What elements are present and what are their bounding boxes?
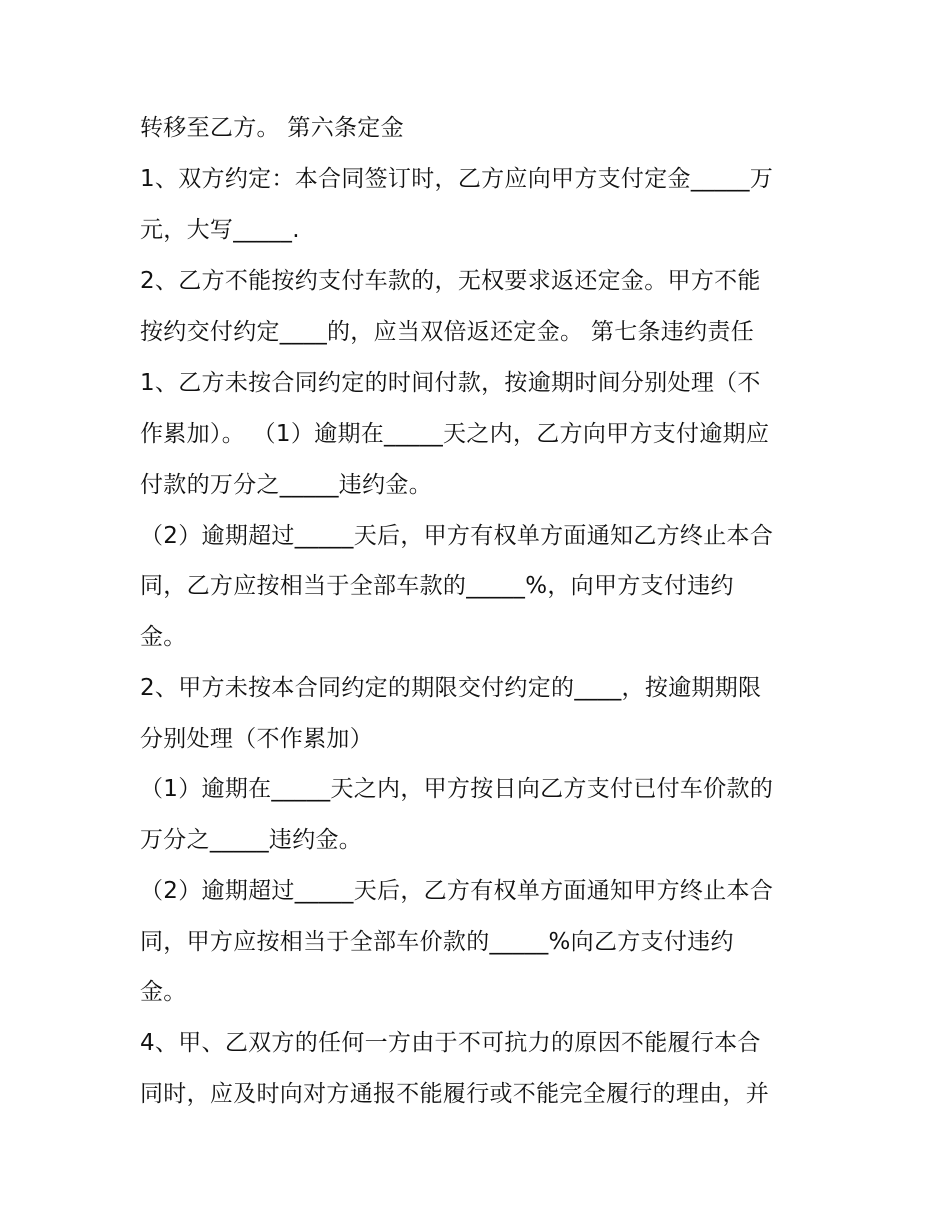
paragraph-line: 金。 [140, 979, 187, 1005]
paragraph-line: 付款的万分之_____违约金。 [140, 472, 432, 498]
paragraph-line: 金。 [140, 624, 187, 650]
paragraph-line: （2）逾期超过_____天后，甲方有权单方面通知乙方终止本合 [140, 523, 774, 549]
paragraph-line: 同，乙方应按相当于全部车款的_____%，向甲方支付违约 [140, 573, 734, 599]
paragraph-line: 同，甲方应按相当于全部车价款的_____%向乙方支付违约 [140, 929, 734, 955]
paragraph-line: 同时，应及时向对方通报不能履行或不能完全履行的理由，并 [140, 1081, 770, 1107]
paragraph-line: 万分之_____违约金。 [140, 827, 363, 853]
paragraph-line: 2、乙方不能按约支付车款的，无权要求返还定金。甲方不能 [140, 268, 761, 294]
paragraph-line: 作累加）。 （1）逾期在_____天之内，乙方向甲方支付逾期应 [140, 421, 770, 447]
paragraph-line: 按约交付约定____的，应当双倍返还定金。 第七条违约责任 [140, 319, 755, 345]
paragraph-line: （1）逾期在_____天之内，甲方按日向乙方支付已付车价款的 [140, 776, 774, 802]
paragraph-line: 1、双方约定：本合同签订时，乙方应向甲方支付定金_____万 [140, 166, 774, 192]
paragraph-line: 分别处理（不作累加） [140, 726, 373, 752]
paragraph-line: 1、乙方未按合同约定的时间付款，按逾期时间分别处理（不 [140, 370, 761, 396]
paragraph-line: 元，大写_____. [140, 217, 300, 243]
paragraph-line: 2、甲方未按本合同约定的期限交付约定的____，按逾期期限 [140, 675, 762, 701]
paragraph-line: （2）逾期超过_____天后，乙方有权单方面通知甲方终止本合 [140, 878, 774, 904]
paragraph-line: 4、甲、乙双方的任何一方由于不可抗力的原因不能履行本合 [140, 1030, 761, 1056]
paragraph-line: 转移至乙方。 第六条定金 [140, 115, 404, 141]
